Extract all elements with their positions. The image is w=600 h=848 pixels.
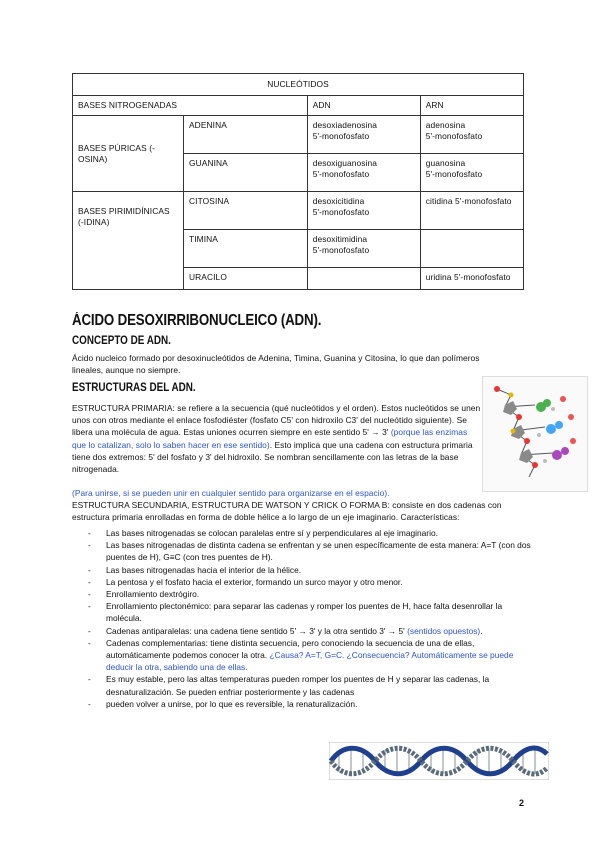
primaria-text: se refiere a la secuencia (qué nucleótidos y el orden). Estos nucleótidos se unen unos con otros mediante el enlace fosfodiéster (fosfato C5' con hidroxilo C3' del nucleótido siguiente). Se libera una molécula de agua. Estas uniones ocurren siempre en este sentido 5' → 3' <box>72 403 481 438</box>
list-item <box>72 625 532 637</box>
table-header-row <box>73 96 524 116</box>
secundaria-paragraph <box>72 499 522 523</box>
list-item <box>72 527 532 539</box>
item-text-after: . <box>480 625 483 636</box>
arn-cell <box>420 192 523 230</box>
item-text: Cadenas antiparalelas: una cadena tiene sentido 5' → 3' y la otra sentido 3' → 5' <box>106 625 408 636</box>
item-blue-note: ¿Causa? A=T, G=C. ¿Consecuencia? Automáticamente se puede deducir la otra, sabiendo una de ellas. <box>106 650 514 673</box>
list-item <box>72 600 532 624</box>
item-blue-note: (sentidos opuestos) <box>407 625 481 636</box>
bullet-dash: - <box>88 625 91 636</box>
base-cell: TIMINA <box>184 230 308 268</box>
group-label-line: BASES PIRIMIDÍNICAS <box>78 206 170 216</box>
arn-cell <box>420 116 523 154</box>
bullet-dash: - <box>88 576 91 587</box>
cell-line: desoxiguanosina <box>312 158 378 168</box>
cell-line: citidina 5'-monofosfato <box>425 196 512 206</box>
cell-line: desoxiadenosina <box>312 120 378 130</box>
item-text: Enrollamiento dextrógiro. <box>106 589 200 600</box>
list-item <box>72 539 532 563</box>
primaria-label: ESTRUCTURA PRIMARIA: <box>72 403 175 413</box>
secundaria-text: consiste en dos cadenas con estructura primaria enrolladas en forma de doble hélice a lo largo de un eje imaginario. Características: <box>72 500 502 523</box>
arn-cell <box>420 230 523 268</box>
bullet-dash: - <box>88 540 91 551</box>
item-text: Las bases nitrogenadas hacia el interior de la hélice. <box>106 564 302 575</box>
base-cell: CITOSINA <box>184 192 308 230</box>
cell-line: 5'-monofosfato <box>312 131 370 141</box>
cell-line: 5'-monofosfato <box>312 169 370 179</box>
characteristics-list <box>72 527 532 710</box>
dna-double-helix-image <box>329 742 549 780</box>
estructuras-heading: ESTRUCTURAS DEL ADN. <box>72 382 196 394</box>
primaria-text-2: . Esto implica que una cadena con estructura primaria tiene dos extremos: 5' del fosfato y 3' del hidroxilo. Se nombran sencillamente con las letras de la base nitrogenada. <box>72 439 473 475</box>
adn-cell <box>307 116 420 154</box>
table-title: NUCLEÓTIDOS <box>73 74 524 96</box>
bullet-dash: - <box>88 564 91 575</box>
cell-line: desoxicitidina <box>312 196 365 206</box>
item-text: Es muy estable, pero las altas temperaturas pueden romper los puentes de H y separar las cadenas, la desnaturalización. Se pueden enfriar posteriormente y las cadenas <box>106 674 490 697</box>
bullet-dash: - <box>88 528 91 538</box>
group-label-line: BASES PÚRICAS (-OSINA) <box>78 142 155 164</box>
page-number: 2 <box>519 798 525 808</box>
header-bases: BASES NITROGENADAS <box>73 96 308 116</box>
cell-line: desoxitimidina <box>312 234 368 244</box>
item-text: Enrollamiento plectonémico: para separar las cadenas y romper los puentes de H, hace falta desenrollar la molécula. <box>106 601 503 624</box>
secundaria-label: ESTRUCTURA SECUNDARIA, ESTRUCTURA DE WATSON Y CRICK O FORMA B: <box>72 500 390 510</box>
item-text: Cadenas complementarias: tiene distinta secuencia, pero conociendo la secuencia de una de ellas, automáticamente podemos conocer la otra. <box>106 637 475 661</box>
primaria-paragraph <box>72 402 482 475</box>
primaria-blue-note: (porque las enzimas que lo catalizan, solo lo saben hacer en ese sentido) <box>72 427 468 450</box>
dna-strand-molecule-image <box>482 376 588 492</box>
list-item <box>72 637 532 674</box>
group-label-pirimidinicas <box>73 192 184 290</box>
cell-line: guanosina <box>425 158 466 168</box>
adn-cell <box>307 230 420 268</box>
group-label-line: (-IDINA) <box>78 217 110 227</box>
section-title: ÁCIDO DESOXIRRIBONUCLEICO (ADN). <box>72 312 322 329</box>
list-item <box>72 698 532 710</box>
list-item <box>72 673 532 697</box>
bullet-dash: - <box>88 698 91 709</box>
bullet-dash: - <box>88 637 91 648</box>
cell-line: 5'-monofosfato <box>425 131 483 141</box>
cell-line: adenosina <box>425 120 466 130</box>
base-cell: GUANINA <box>184 154 308 192</box>
group-label-puricas <box>73 116 184 192</box>
adn-cell <box>307 154 420 192</box>
list-item <box>72 564 532 576</box>
list-item <box>72 588 532 600</box>
bullet-dash: - <box>88 601 91 612</box>
base-cell: ADENINA <box>184 116 308 154</box>
cell-line: 5'-monofosfato <box>425 169 483 179</box>
concepto-paragraph: Ácido nucleico formado por desoxinucleótidos de Adenina, Timina, Guanina y Citosina, lo que dan polímeros lineales, aunque no siempre. <box>72 353 480 376</box>
header-adn: ADN <box>307 96 420 116</box>
cell-line: uridina 5'-monofosfato <box>425 272 511 282</box>
adn-cell <box>307 268 420 290</box>
item-text: pueden volver a unirse, por lo que es reversible, la renaturalización. <box>106 698 358 709</box>
cell-line: 5'-monofosfato <box>312 207 370 217</box>
primaria-note: (Para unirse, si se pueden unir en cualquier sentido para organizarse en el espacio). <box>72 488 390 498</box>
list-item <box>72 576 532 588</box>
item-text: La pentosa y el fosfato hacia el exterior, formando un surco mayor y otro menor. <box>106 576 403 587</box>
arn-cell <box>420 268 523 290</box>
item-text: Las bases nitrogenadas de distinta cadena se enfrentan y se unen específicamente de esta manera: A=T (con dos puentes de H), G≡C (con tres puentes de H). <box>106 540 531 563</box>
base-cell: URACILO <box>184 268 308 290</box>
nucleotides-table <box>72 73 524 290</box>
table-row <box>73 192 524 230</box>
header-arn: ARN <box>420 96 523 116</box>
concepto-heading: CONCEPTO DE ADN. <box>72 335 171 347</box>
cell-line: 5'-monofosfato <box>312 245 370 255</box>
item-text: Las bases nitrogenadas se colocan paralelas entre sí y perpendiculares al eje imaginario. <box>106 528 438 538</box>
adn-cell <box>307 192 420 230</box>
arn-cell <box>420 154 523 192</box>
table-title-row <box>73 74 524 96</box>
table-row <box>73 116 524 154</box>
bullet-dash: - <box>88 674 91 685</box>
bullet-dash: - <box>88 589 91 600</box>
